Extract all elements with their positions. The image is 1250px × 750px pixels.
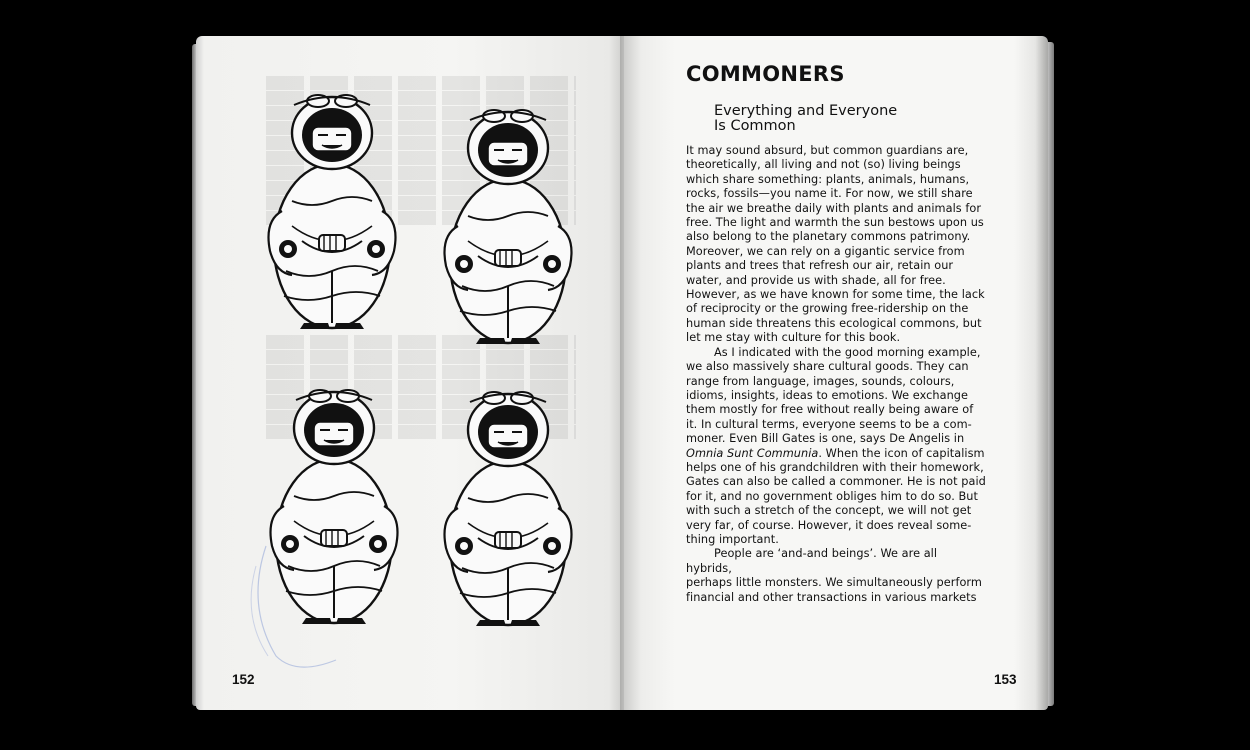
paragraph-2	[686, 346, 986, 548]
right-page-edge	[1048, 42, 1054, 706]
section-title-line-2: Is Common	[714, 118, 796, 134]
paragraph-1: It may sound absurd, but common guardians are, theoretically, all living and not (so) living beings which share something: plants, animals, humans, rocks, fossils—you name it. For now, we still share the air we breathe daily with plants and animals for free. The light and warmth the sun bestows upon us also belong to the planetary commons patrimony. Moreover, we can rely on a gigantic service from plants and trees that refresh our air, retain our water, and provide us with shade, all for free. However, as we have known for some time, the lack of reciprocity or the growing free-ridership on the human side threatens this ecological commons, but let me stay with culture for this book.	[686, 144, 985, 345]
commoners-illustration	[196, 36, 626, 710]
book-title-italic: Omnia Sunt Communia	[686, 446, 819, 460]
chapter-title: COMMONERS	[686, 62, 845, 86]
body-text	[686, 144, 986, 605]
paragraph-2-text-a: As I indicated with the good morning example, we also massively share cultural goods. They can range from language, images, sounds, colours, idioms, insights, ideas to emotions. We exchange them mostly for free without really being aware of it. In cultural terms, everyone seems to be a com- moner. Even Bill Gates is one, says De Angelis in	[686, 345, 981, 446]
section-title-line-1: Everything and Everyone	[714, 103, 898, 119]
right-page-number: 153	[994, 672, 1017, 687]
paragraph-2-text-b: . When the icon of capitalism helps one of his grandchildren with their homework, Gates can also be called a commoner. He is not paid for it, and no government obliges him to do so. But with such a stretch of the concept, we will not get very far, of course. However, it does reveal some- thing important.	[686, 446, 986, 546]
right-page-text	[686, 62, 986, 605]
open-book	[196, 36, 1048, 712]
left-page	[196, 36, 626, 710]
paragraph-3: People are ‘and-and beings’. We are all hybrids, perhaps little monsters. We simultaneously perform financial and other transactions in various markets	[686, 547, 982, 604]
section-title	[714, 104, 954, 134]
left-page-number: 152	[232, 672, 255, 687]
